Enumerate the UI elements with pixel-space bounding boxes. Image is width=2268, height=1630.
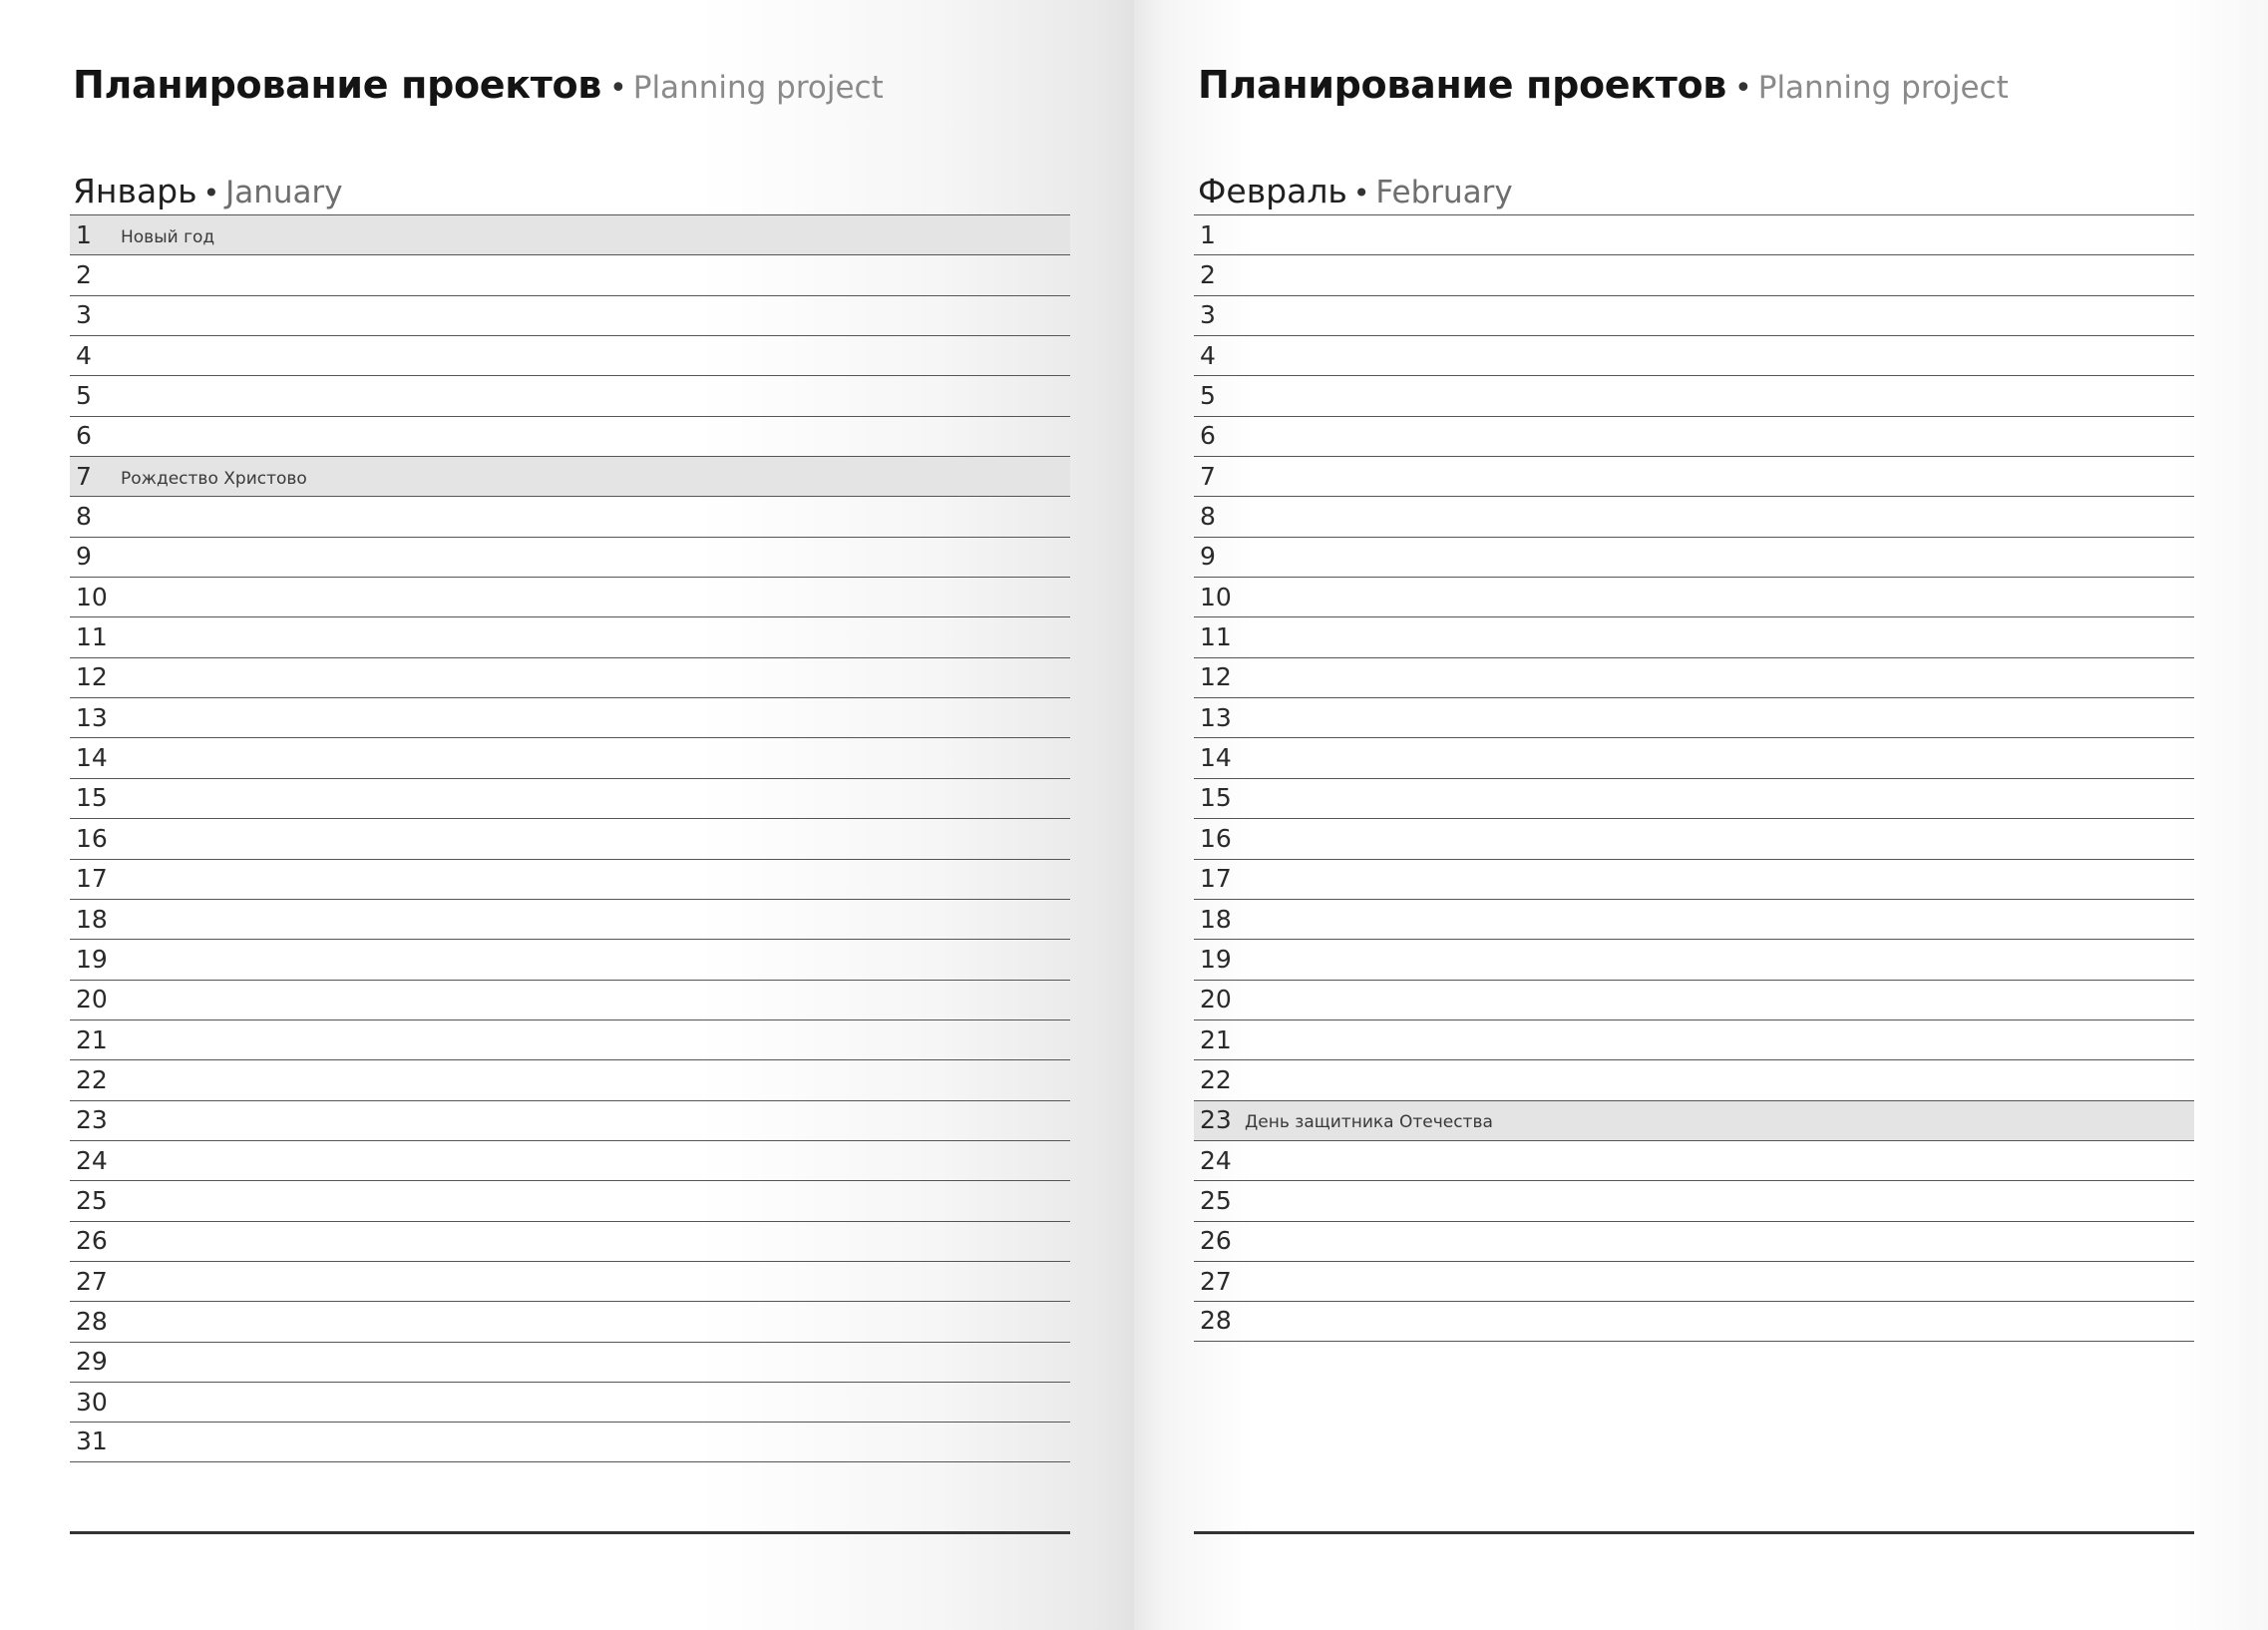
day-number: 10 [76, 582, 108, 611]
day-row[interactable] [1194, 295, 2194, 335]
day-row[interactable] [1194, 1059, 2194, 1099]
day-number: 1 [1200, 219, 1216, 249]
day-row[interactable] [1194, 416, 2194, 456]
day-row[interactable] [1194, 818, 2194, 858]
day-row[interactable] [1194, 778, 2194, 818]
day-row[interactable] [70, 375, 1070, 415]
day-number: 18 [1200, 904, 1232, 934]
day-number: 22 [76, 1064, 108, 1094]
month-separator: • [1352, 177, 1370, 209]
day-number: 3 [1200, 300, 1216, 330]
page-title-ru: Планирование проектов [73, 63, 602, 107]
day-number: 16 [1200, 823, 1232, 853]
day-row[interactable] [70, 859, 1070, 899]
day-number: 9 [1200, 542, 1216, 572]
day-number: 26 [76, 1226, 108, 1256]
day-number: 12 [76, 662, 108, 692]
day-row[interactable] [1194, 939, 2194, 979]
day-row[interactable] [70, 818, 1070, 858]
day-number: 6 [1200, 421, 1216, 451]
page-title-en: Planning project [1757, 70, 2009, 106]
day-row[interactable] [70, 980, 1070, 1019]
day-number: 8 [1200, 502, 1216, 532]
day-number: 21 [76, 1024, 108, 1054]
day-row[interactable] [70, 295, 1070, 335]
day-row[interactable] [70, 1261, 1070, 1301]
day-row[interactable] [70, 1100, 1070, 1140]
day-number: 14 [76, 743, 108, 773]
day-row[interactable] [70, 1140, 1070, 1180]
day-row[interactable] [70, 496, 1070, 536]
day-number: 14 [1200, 743, 1232, 773]
bottom-rule [70, 1531, 1070, 1534]
day-number: 13 [1200, 702, 1232, 732]
day-number: 22 [1200, 1064, 1232, 1094]
day-number: 13 [76, 702, 108, 732]
day-note: Новый год [121, 226, 215, 247]
day-row[interactable] [70, 254, 1070, 294]
day-row[interactable] [70, 1019, 1070, 1059]
day-number: 28 [1200, 1306, 1232, 1336]
day-row[interactable] [70, 697, 1070, 737]
day-row[interactable] [1194, 859, 2194, 899]
month-separator: • [202, 177, 220, 209]
day-number: 4 [76, 340, 92, 370]
day-number: 30 [76, 1387, 108, 1417]
day-row[interactable] [70, 939, 1070, 979]
day-row[interactable] [70, 1059, 1070, 1099]
month-name-ru: Январь [73, 172, 197, 210]
day-number: 5 [76, 381, 92, 411]
day-number: 18 [76, 904, 108, 934]
day-row[interactable] [1194, 980, 2194, 1019]
day-number: 19 [76, 944, 108, 974]
day-row[interactable] [70, 1180, 1070, 1220]
day-number: 10 [1200, 582, 1232, 611]
day-row[interactable] [70, 616, 1070, 656]
day-row[interactable] [1194, 537, 2194, 577]
day-number: 7 [76, 461, 92, 491]
day-number: 23 [1200, 1105, 1232, 1135]
day-row[interactable] [1194, 214, 2194, 254]
day-row[interactable] [70, 1342, 1070, 1382]
day-number: 5 [1200, 381, 1216, 411]
day-row[interactable] [70, 657, 1070, 697]
day-number: 25 [1200, 1185, 1232, 1215]
page-title-ru: Планирование проектов [1198, 63, 1727, 107]
day-number: 20 [76, 985, 108, 1015]
day-row[interactable] [70, 416, 1070, 456]
page-title [73, 60, 884, 118]
page-title-en: Planning project [632, 70, 884, 106]
day-row[interactable] [1194, 1261, 2194, 1301]
planner-page-february [1134, 0, 2268, 1630]
holiday-day-row[interactable] [70, 456, 1070, 496]
day-row[interactable] [1194, 577, 2194, 616]
day-row[interactable] [1194, 375, 2194, 415]
day-row[interactable] [1194, 1140, 2194, 1180]
day-row[interactable] [1194, 737, 2194, 777]
day-number: 8 [76, 502, 92, 532]
day-row[interactable] [70, 1382, 1070, 1422]
day-row[interactable] [70, 778, 1070, 818]
day-number: 27 [1200, 1266, 1232, 1296]
day-number: 2 [1200, 260, 1216, 290]
day-number: 1 [76, 219, 92, 249]
day-number: 11 [1200, 622, 1232, 652]
day-row[interactable] [1194, 1301, 2194, 1341]
day-number: 21 [1200, 1024, 1232, 1054]
holiday-day-row[interactable] [1194, 1100, 2194, 1140]
day-row[interactable] [70, 899, 1070, 939]
day-row[interactable] [1194, 335, 2194, 375]
day-row[interactable] [70, 1422, 1070, 1461]
day-row[interactable] [70, 1301, 1070, 1341]
day-number: 3 [76, 300, 92, 330]
day-number: 28 [76, 1306, 108, 1336]
day-number: 20 [1200, 985, 1232, 1015]
day-row[interactable] [1194, 616, 2194, 656]
day-number: 31 [76, 1426, 108, 1456]
day-number: 15 [1200, 783, 1232, 813]
day-row[interactable] [70, 577, 1070, 616]
day-row[interactable] [1194, 1019, 2194, 1059]
day-row[interactable] [1194, 657, 2194, 697]
day-number: 17 [76, 864, 108, 894]
day-row[interactable] [1194, 697, 2194, 737]
day-row[interactable] [1194, 496, 2194, 536]
day-number: 25 [76, 1185, 108, 1215]
bottom-rule [1194, 1531, 2194, 1534]
day-number: 11 [76, 622, 108, 652]
day-number: 29 [76, 1347, 108, 1377]
day-number: 19 [1200, 944, 1232, 974]
day-note: День защитника Отечества [1245, 1112, 1493, 1133]
day-number: 2 [76, 260, 92, 290]
day-number: 9 [76, 542, 92, 572]
title-separator: • [1734, 71, 1752, 106]
day-row[interactable] [70, 737, 1070, 777]
day-number: 24 [1200, 1145, 1232, 1175]
day-row[interactable] [1194, 1180, 2194, 1220]
day-number: 26 [1200, 1226, 1232, 1256]
day-number: 27 [76, 1266, 108, 1296]
holiday-day-row[interactable] [70, 214, 1070, 254]
day-number: 7 [1200, 461, 1216, 491]
month-name-en: February [1375, 175, 1513, 210]
day-number: 15 [76, 783, 108, 813]
day-row[interactable] [1194, 1221, 2194, 1261]
day-row[interactable] [70, 537, 1070, 577]
title-separator: • [609, 71, 627, 106]
day-number: 6 [76, 421, 92, 451]
day-number: 12 [1200, 662, 1232, 692]
day-row[interactable] [70, 1221, 1070, 1261]
day-note: Рождество Христово [121, 468, 307, 489]
day-row[interactable] [1194, 899, 2194, 939]
month-name-en: January [225, 175, 343, 210]
day-number: 16 [76, 823, 108, 853]
day-number: 23 [76, 1105, 108, 1135]
month-name-ru: Февраль [1198, 172, 1347, 210]
day-number: 17 [1200, 864, 1232, 894]
day-row[interactable] [1194, 456, 2194, 496]
day-list-january [70, 214, 1070, 1462]
day-list-february [1194, 214, 2194, 1342]
page-title [1198, 60, 2009, 118]
day-number: 4 [1200, 340, 1216, 370]
day-row[interactable] [1194, 254, 2194, 294]
day-number: 24 [76, 1145, 108, 1175]
day-row[interactable] [70, 335, 1070, 375]
